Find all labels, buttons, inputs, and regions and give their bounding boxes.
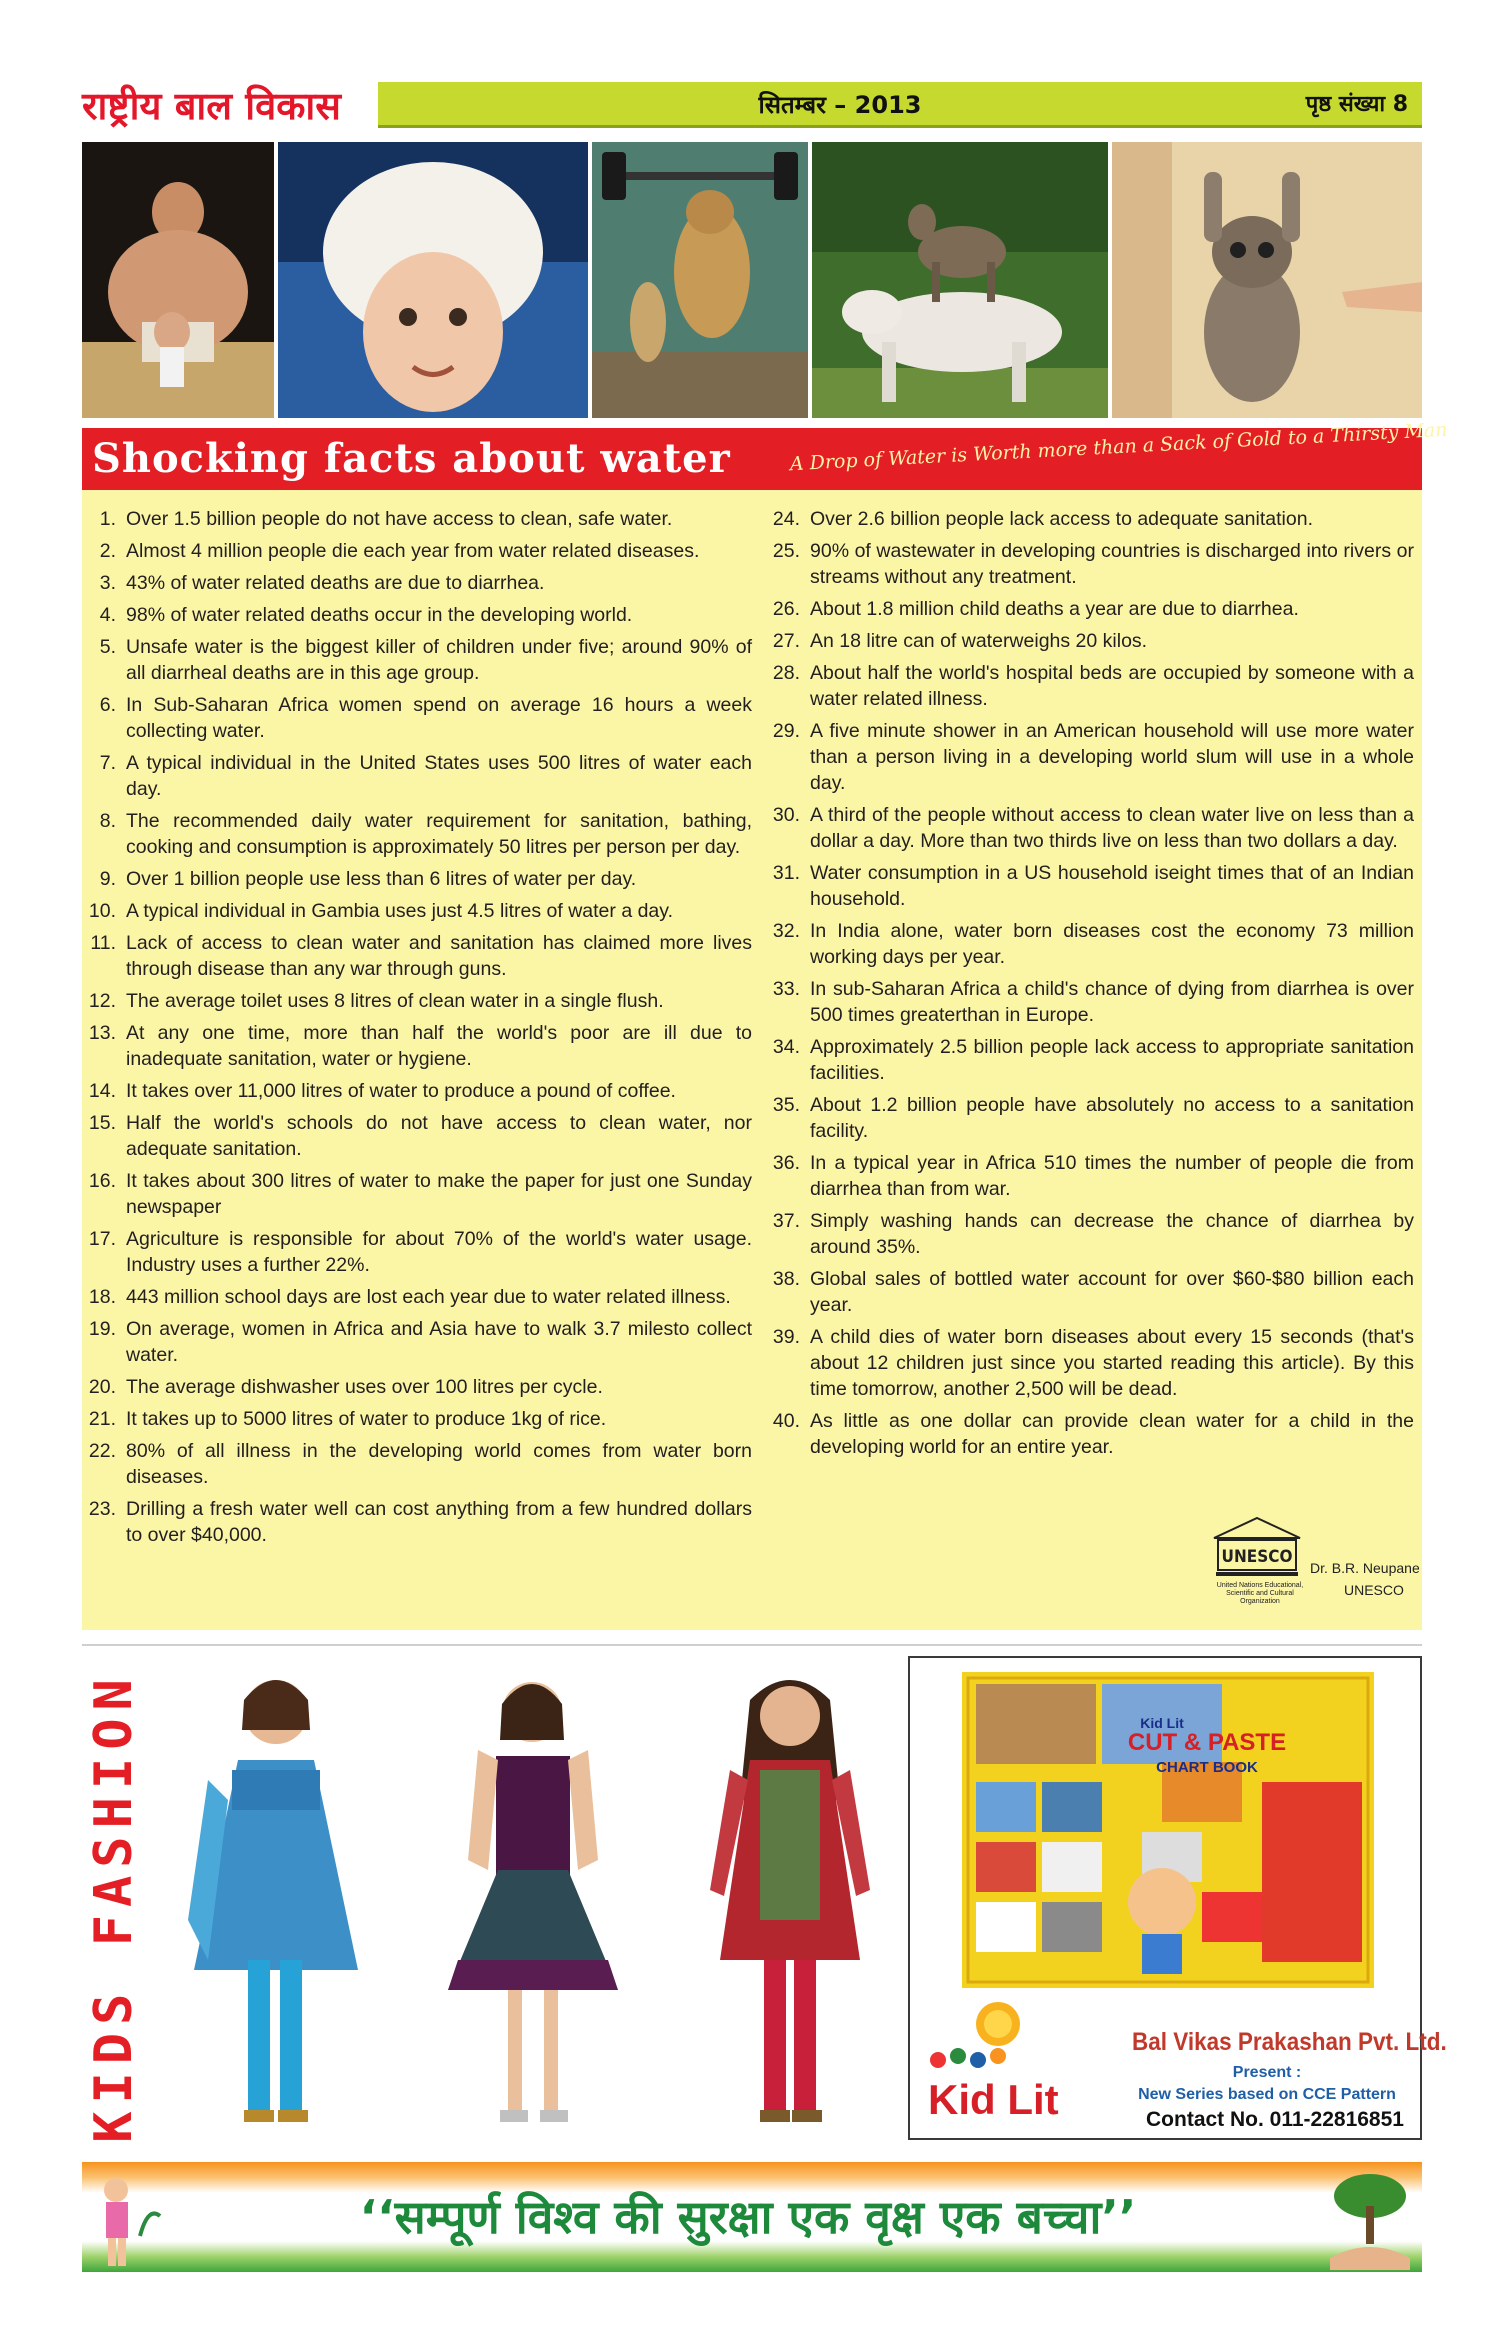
unesco-subtitle: United Nations Educational, Scientific and Cultural Organization: [1216, 1582, 1304, 1605]
fact-text: It takes about 300 litres of water to make the paper for just one Sunday newspaper: [126, 1170, 752, 1218]
fact-item: [770, 1034, 1414, 1086]
fact-item: [770, 628, 1414, 654]
fact-text: Almost 4 million people die each year from water related diseases.: [126, 540, 700, 562]
fact-item: [86, 538, 752, 564]
fact-item: [86, 602, 752, 628]
unesco-credit: [1212, 1516, 1422, 1616]
fact-item: [86, 1438, 752, 1490]
fact-number: 11.: [90, 932, 116, 954]
fact-text: A child dies of water born diseases about every 15 seconds (that's about 12 children just since you started reading this article). By this time tomorrow, another 2,500 will be dead.: [810, 1326, 1414, 1400]
section-divider: [82, 1644, 1422, 1646]
fact-number: 13.: [88, 1022, 116, 1044]
fact-item: [770, 1266, 1414, 1318]
fact-item: [86, 1284, 752, 1310]
fact-text: About 1.2 billion people have absolutely no access to a sanitation facility.: [810, 1094, 1414, 1142]
fact-text: 98% of water related deaths occur in the developing world.: [126, 604, 633, 626]
fact-text: Over 2.6 billion people lack access to adequate sanitation.: [810, 508, 1313, 530]
photo-strip: [82, 142, 1422, 418]
fact-number: 30.: [772, 804, 800, 826]
fact-number: 8.: [99, 810, 116, 832]
contact-number: Contact No. 011-22816851: [1146, 2108, 1404, 2131]
fact-number: 27.: [772, 630, 800, 652]
facts-panel: [82, 490, 1422, 1630]
fact-number: 35.: [772, 1094, 800, 1116]
fact-item: [770, 538, 1414, 590]
fact-text: Unsafe water is the biggest killer of children under five; around 90% of all diarrheal deaths are in this age group.: [126, 636, 752, 684]
series-note: New Series based on CCE Pattern: [1138, 2086, 1396, 2103]
fact-text: 443 million school days are lost each year due to water related illness.: [126, 1286, 731, 1308]
child-planting-icon: [86, 2166, 166, 2270]
fact-item: [86, 570, 752, 596]
fact-item: [86, 1078, 752, 1104]
fact-number: 19.: [88, 1318, 116, 1340]
kid-lit-logo-text: Kid Lit: [928, 2076, 1059, 2123]
photo-weightlifting-dog: [592, 142, 808, 418]
fact-number: 25.: [772, 540, 800, 562]
fact-item: [86, 506, 752, 532]
tree-in-hand-icon: [1320, 2166, 1416, 2270]
fact-number: 28.: [772, 662, 800, 684]
book-title: CUT & PASTE: [1127, 1729, 1287, 1756]
fact-text: Water consumption in a US household iseight times that of an Indian household.: [810, 862, 1414, 910]
fact-item: [770, 718, 1414, 796]
fact-item: [86, 634, 752, 686]
fact-number: 5.: [99, 636, 116, 658]
fact-text: An 18 litre can of waterweighs 20 kilos.: [810, 630, 1148, 652]
fact-number: 7.: [99, 752, 116, 774]
page-header: [82, 80, 1422, 132]
fact-item: [86, 1110, 752, 1162]
fact-item: [86, 692, 752, 744]
fact-number: 20.: [88, 1376, 116, 1398]
fact-item: [86, 1226, 752, 1278]
fact-number: 32.: [772, 920, 800, 942]
kids-fashion-label: [82, 1662, 146, 2152]
fact-number: 26.: [772, 598, 800, 620]
kid-lit-logo: [918, 1984, 1118, 2134]
fact-number: 3.: [99, 572, 116, 594]
fact-text: A typical individual in the United States uses 500 litres of water each day.: [126, 752, 752, 800]
slogan-text: ‘‘सम्पूर्ण विश्व की सुरक्षा एक वृक्ष एक बच्चा’’: [359, 2190, 1137, 2244]
fact-text: At any one time, more than half the world's poor are ill due to inadequate sanitation, water or hygiene.: [126, 1022, 752, 1070]
fact-number: 39.: [772, 1326, 800, 1348]
fact-number: 12.: [88, 990, 116, 1012]
kids-fashion-text: KIDS FASHION: [84, 1671, 144, 2143]
fact-item: [770, 596, 1414, 622]
magazine-title: राष्ट्रीय बाल विकास: [82, 80, 378, 132]
fact-number: 10.: [88, 900, 116, 922]
fact-number: 22.: [88, 1440, 116, 1462]
chart-book-cover: [962, 1672, 1374, 1988]
fact-item: [770, 860, 1414, 912]
fact-item: [86, 930, 752, 982]
book-subtitle: CHART BOOK: [1156, 1759, 1258, 1776]
fact-text: In Sub-Saharan Africa women spend on average 16 hours a week collecting water.: [126, 694, 752, 742]
fact-item: [86, 1316, 752, 1368]
header-bar: [378, 82, 1422, 128]
fact-item: [86, 750, 752, 802]
fact-item: [770, 918, 1414, 970]
fact-text: 43% of water related deaths are due to diarrhea.: [126, 572, 545, 594]
author-name: Dr. B.R. Neupane: [1310, 1560, 1420, 1576]
photo-sumo-wrestler: [82, 142, 274, 418]
fact-text: A typical individual in Gambia uses just 4.5 litres of water a day.: [126, 900, 673, 922]
fact-number: 14.: [88, 1080, 116, 1102]
fact-text: In sub-Saharan Africa a child's chance of dying from diarrhea is over 500 times greaterthan in Europe.: [810, 978, 1414, 1026]
fact-text: Simply washing hands can decrease the chance of diarrhea by around 35%.: [810, 1210, 1414, 1258]
fact-text: 80% of all illness in the developing world comes from water born diseases.: [126, 1440, 752, 1488]
fact-text: It takes over 11,000 litres of water to produce a pound of coffee.: [126, 1080, 676, 1102]
unesco-logo-text: UNESCO: [1221, 1547, 1293, 1567]
fact-item: [86, 1374, 752, 1400]
fact-number: 34.: [772, 1036, 800, 1058]
kid-model-blue-dress: [168, 1660, 378, 2140]
fact-text: Approximately 2.5 billion people lack access to appropriate sanitation facilities.: [810, 1036, 1414, 1084]
fact-number: 37.: [772, 1210, 800, 1232]
fact-number: 29.: [772, 720, 800, 742]
fact-item: [86, 1406, 752, 1432]
fact-text: It takes up to 5000 litres of water to produce 1kg of rice.: [126, 1408, 607, 1430]
fact-number: 15.: [88, 1112, 116, 1134]
banner-quote: A Drop of Water is Worth more than a Sack of Gold to a Thirsty Man: [789, 418, 1448, 476]
facts-banner: [82, 418, 1448, 490]
fact-item: [86, 988, 752, 1014]
fact-item: [86, 808, 752, 860]
fact-number: 24.: [772, 508, 800, 530]
fact-text: On average, women in Africa and Asia have to walk 3.7 milesto collect water.: [126, 1318, 752, 1366]
fact-number: 2.: [99, 540, 116, 562]
fact-text: In India alone, water born diseases cost the economy 73 million working days per year.: [810, 920, 1414, 968]
fact-number: 16.: [88, 1170, 116, 1192]
facts-heading: Shocking facts about water: [92, 435, 731, 482]
fact-text: Global sales of bottled water account for over $60-$80 billion each year.: [810, 1268, 1414, 1316]
fact-number: 21.: [88, 1408, 116, 1430]
fact-number: 4.: [99, 604, 116, 626]
fact-text: As little as one dollar can provide clean water for a child in the developing world for an entire year.: [810, 1410, 1414, 1458]
fact-number: 23.: [88, 1498, 116, 1520]
fact-text: About 1.8 million child deaths a year are due to diarrhea.: [810, 598, 1299, 620]
present-label: Present :: [1232, 2064, 1302, 2081]
fact-item: [770, 1208, 1414, 1260]
fact-item: [770, 1092, 1414, 1144]
fact-number: 33.: [772, 978, 800, 1000]
fact-item: [770, 1408, 1414, 1460]
slogan-banner: [82, 2162, 1422, 2272]
fact-text: A five minute shower in an American household will use more water than a person living in a developing world slum will use in a whole day.: [810, 720, 1414, 794]
fact-text: About half the world's hospital beds are occupied by someone with a water related illness.: [810, 662, 1414, 710]
fact-text: Over 1 billion people use less than 6 litres of water per day.: [126, 868, 637, 890]
fact-number: 38.: [772, 1268, 800, 1290]
facts-column-left: [86, 506, 752, 1554]
fact-item: [86, 1496, 752, 1548]
fact-number: 31.: [772, 862, 800, 884]
fact-item: [86, 866, 752, 892]
author-organization: UNESCO: [1344, 1582, 1404, 1598]
fact-text: A third of the people without access to clean water live on less than a dollar a day. More than two thirds live on less than two dollars a day.: [810, 804, 1414, 852]
fact-text: In a typical year in Africa 510 times the number of people die from diarrhea than from war.: [810, 1152, 1414, 1200]
facts-column-right: [770, 506, 1414, 1466]
kid-model-red-kurta: [690, 1660, 890, 2140]
fact-text: The recommended daily water requirement for sanitation, bathing, cooking and consumption is approximately 50 litres per person per day.: [126, 810, 752, 858]
fact-text: Half the world's schools do not have access to clean water, nor adequate sanitation.: [126, 1112, 752, 1160]
fact-text: Drilling a fresh water well can cost anything from a few hundred dollars to over $40,000.: [126, 1498, 752, 1546]
fact-item: [770, 976, 1414, 1028]
issue-date: सितम्बर – 2013: [758, 91, 922, 119]
fact-item: [770, 660, 1414, 712]
fact-item: [770, 802, 1414, 854]
fact-number: 18.: [88, 1286, 116, 1308]
fact-number: 17.: [88, 1228, 116, 1250]
fact-number: 1.: [99, 508, 116, 530]
photo-static-hair-child: [278, 142, 588, 418]
fact-text: Lack of access to clean water and sanitation has claimed more lives through disease than any war through guns.: [126, 932, 752, 980]
book-brand: Kid Lit: [1140, 1715, 1184, 1731]
fact-text: The average toilet uses 8 litres of clean water in a single flush.: [126, 990, 664, 1012]
publisher-name: Bal Vikas Prakashan Pvt. Ltd.: [1132, 2028, 1447, 2056]
kid-model-purple-skirt: [428, 1660, 638, 2140]
fact-text: Over 1.5 billion people do not have access to clean, safe water.: [126, 508, 673, 530]
fact-item: [770, 1150, 1414, 1202]
fact-text: 90% of wastewater in developing countries is discharged into rivers or streams without any treatment.: [810, 540, 1414, 588]
fact-number: 40.: [772, 1410, 800, 1432]
fact-text: Agriculture is responsible for about 70% of the world's water usage. Industry uses a further 22%.: [126, 1228, 752, 1276]
fact-number: 9.: [99, 868, 116, 890]
page-number: पृष्ठ संख्या 8: [1305, 92, 1408, 117]
fact-item: [770, 506, 1414, 532]
fact-item: [86, 1020, 752, 1072]
photo-kitten-surrender: [1112, 142, 1422, 418]
book-advertisement: [908, 1656, 1447, 2140]
fact-item: [86, 898, 752, 924]
fact-text: The average dishwasher uses over 100 litres per cycle.: [126, 1376, 603, 1398]
photo-goat-on-horse: [812, 142, 1108, 418]
fact-number: 36.: [772, 1152, 800, 1174]
fact-item: [770, 1324, 1414, 1402]
fact-item: [86, 1168, 752, 1220]
fact-number: 6.: [99, 694, 116, 716]
